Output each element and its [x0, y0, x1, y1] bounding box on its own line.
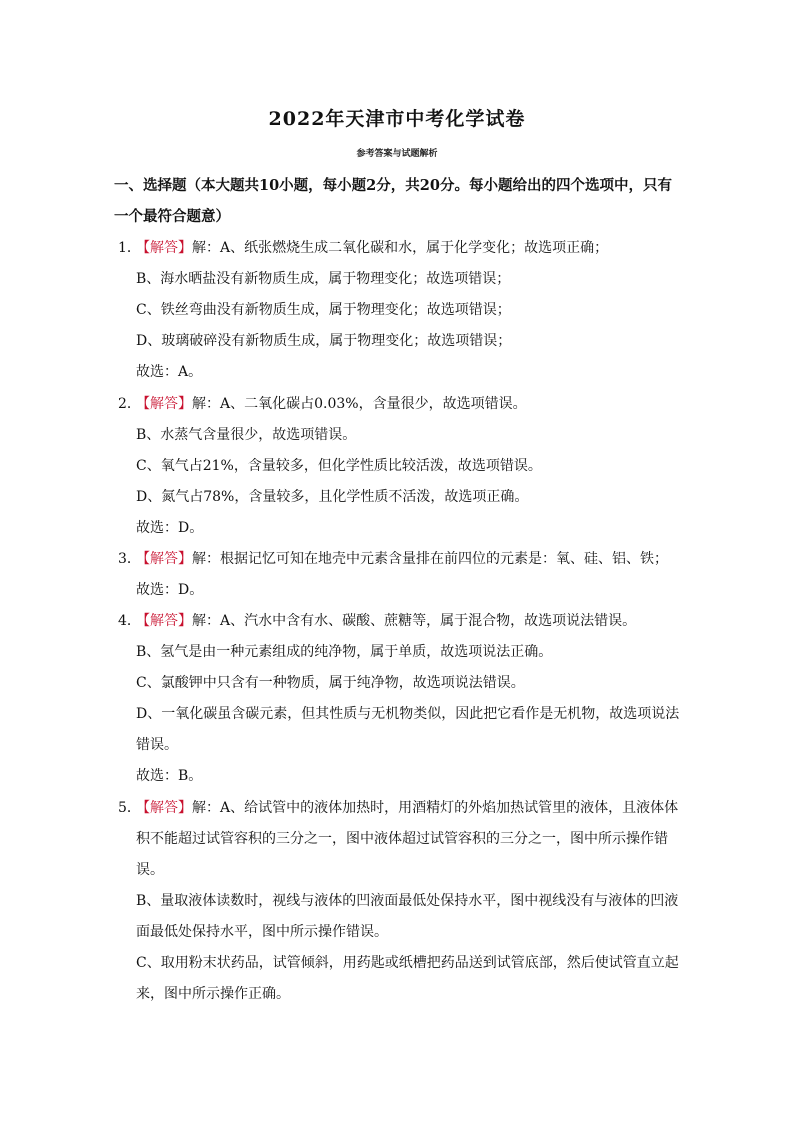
answer-line: 积不能超过试管容积的三分之一，图中液体超过试管容积的三分之一，图中所示操作错 [136, 831, 668, 847]
answer-line: B、量取液体读数时，视线与液体的凹液面最低处保持水平，图中视线没有与液体的凹液 [136, 893, 679, 909]
question-number: 2． [118, 396, 141, 412]
answer-text: 解：A、给试管中的液体加热时，用酒精灯的外焰加热试管里的液体，且液体体 [192, 800, 679, 816]
section-heading-line-2: 一个最符合题意） [114, 208, 230, 225]
answer-tag: 【解答】 [136, 551, 192, 567]
answer-line: C、氧气占21%，含量较多，但化学性质比较活泼，故选项错误。 [136, 458, 542, 474]
question-5-answer-line [118, 798, 678, 818]
question-number: 5． [118, 800, 141, 816]
answer-line: D、玻璃破碎没有新物质生成，属于物理变化；故选项错误； [136, 333, 512, 349]
question-3-answer-line [118, 549, 668, 569]
question-number: 4． [118, 613, 141, 629]
answer-line: D、一氧化碳虽含碳元素，但其性质与无机物类似，因此把它看作是无机物，故选项说法 [136, 706, 680, 722]
answer-line: C、取用粉末状药品，试管倾斜，用药匙或纸槽把药品送到试管底部，然后使试管直立起 [136, 955, 679, 971]
answer-text: 解：根据记忆可知在地壳中元素含量排在前四位的元素是：氧、硅、铝、铁； [192, 551, 668, 567]
question-4-answer-line [118, 611, 636, 631]
answer-line: B、氢气是由一种元素组成的纯净物，属于单质，故选项说法正确。 [136, 644, 553, 660]
answer-text: 解：A、汽水中含有水、碳酸、蔗糖等，属于混合物，故选项说法错误。 [192, 613, 637, 629]
question-2-answer-line [118, 394, 527, 414]
answer-line: 面最低处保持水平，图中所示操作错误。 [136, 924, 388, 940]
answer-line: C、铁丝弯曲没有新物质生成，属于物理变化；故选项错误； [136, 302, 511, 318]
question-number: 3． [118, 551, 141, 567]
answer-text: 解：A、纸张燃烧生成二氧化碳和水，属于化学变化；故选项正确； [192, 240, 609, 256]
section-heading-line-1: 一、选择题（本大题共10小题，每小题2分，共20分。每小题给出的四个选项中，只有 [114, 177, 672, 194]
answer-line: B、海水晒盐没有新物质生成，属于物理变化；故选项错误； [136, 271, 511, 287]
answer-choice: 故选：D。 [136, 582, 204, 598]
answer-tag: 【解答】 [136, 396, 192, 412]
answer-line: 错误。 [136, 737, 178, 753]
answer-choice: 故选：B。 [136, 768, 203, 784]
answer-text: 解：A、二氧化碳占0.03%，含量很少，故选项错误。 [192, 396, 527, 412]
answer-line: 来，图中所示操作正确。 [136, 986, 290, 1002]
answer-tag: 【解答】 [136, 240, 192, 256]
answer-choice: 故选：D。 [136, 520, 204, 536]
answer-tag: 【解答】 [136, 613, 192, 629]
answer-line: C、氯酸钾中只含有一种物质，属于纯净物，故选项说法错误。 [136, 675, 525, 691]
page-subtitle: 参考答案与试题解析 [356, 149, 438, 159]
question-1-answer-line [118, 238, 608, 258]
answer-line: B、水蒸气含量很少，故选项错误。 [136, 427, 357, 443]
page-title: 2022年天津市中考化学试卷 [268, 108, 526, 130]
answer-line: D、氮气占78%，含量较多，且化学性质不活泼，故选项正确。 [136, 489, 529, 505]
answer-choice: 故选：A。 [136, 364, 203, 380]
answer-line: 误。 [136, 862, 164, 878]
question-number: 1． [118, 240, 141, 256]
answer-tag: 【解答】 [136, 800, 192, 816]
